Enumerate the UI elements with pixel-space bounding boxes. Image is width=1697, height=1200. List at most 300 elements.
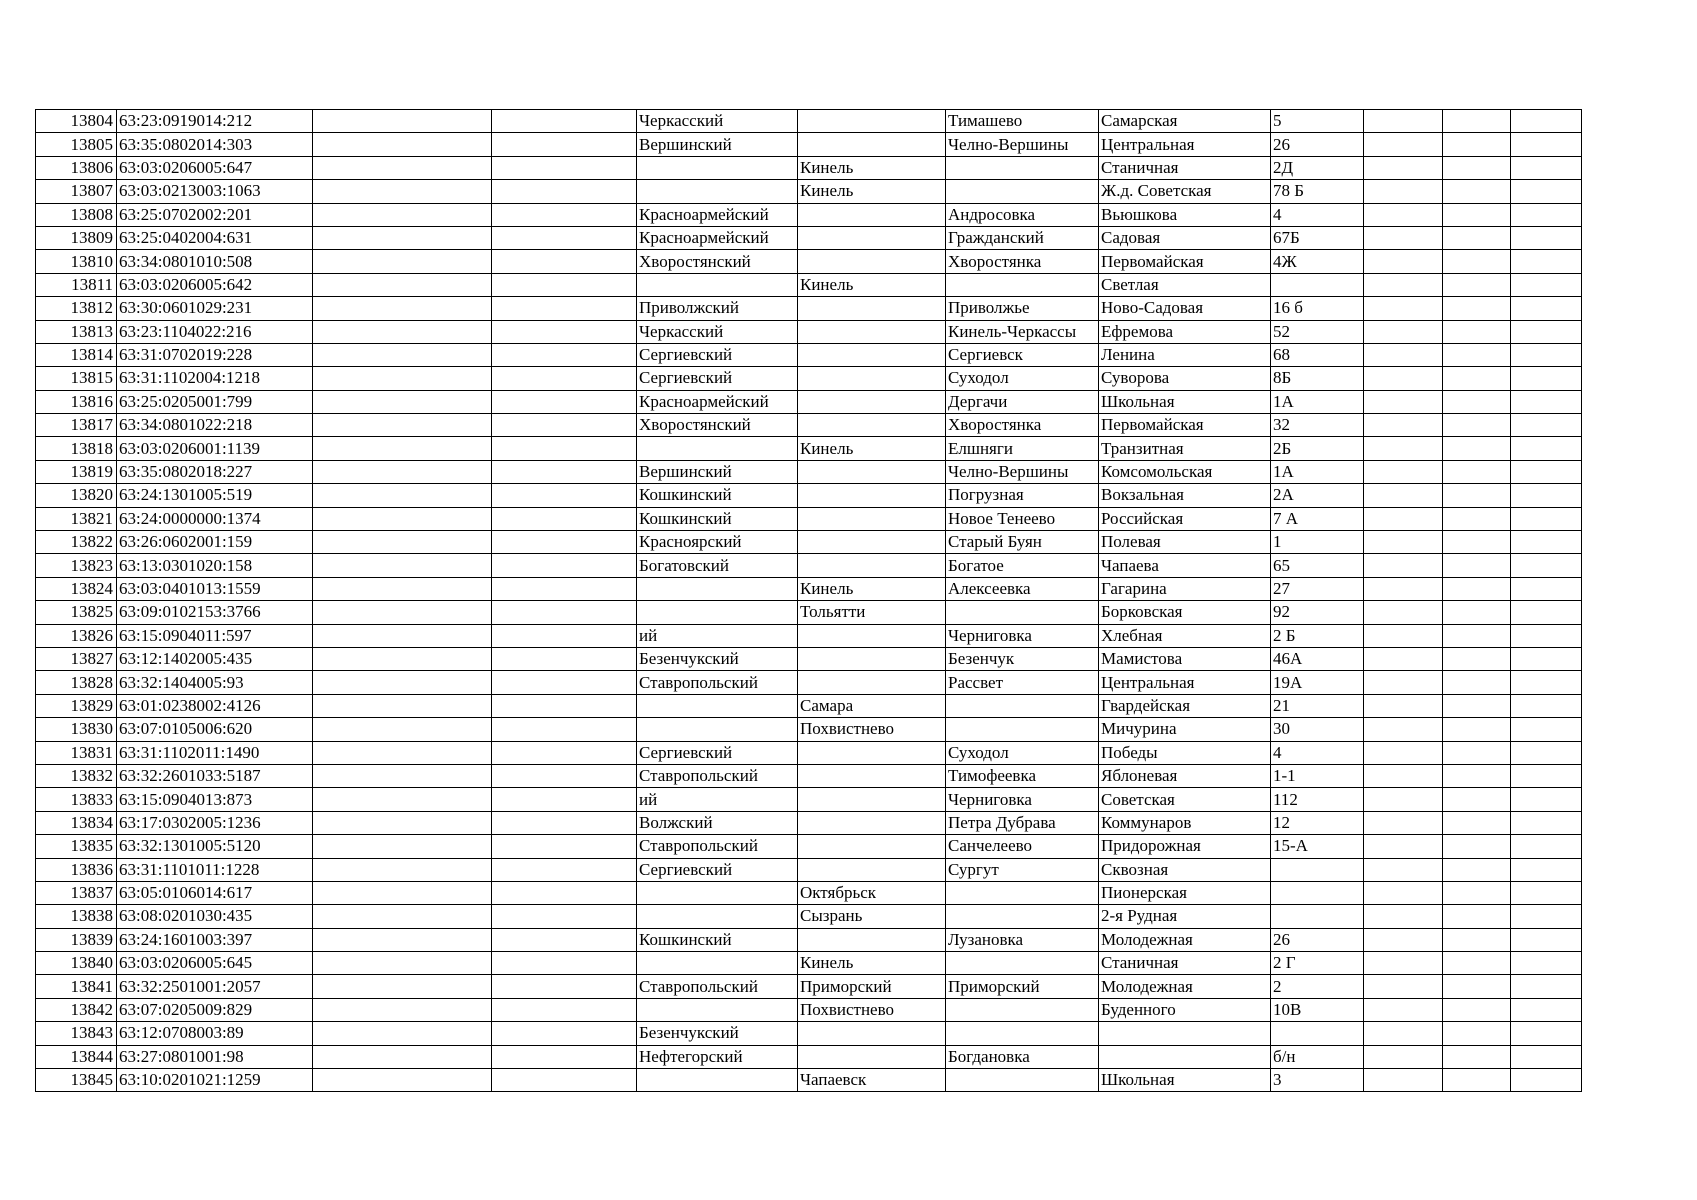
street-cell: Вокзальная bbox=[1099, 484, 1271, 507]
row-number-cell: 13824 bbox=[36, 577, 117, 600]
empty-cell bbox=[1443, 156, 1511, 179]
empty-cell bbox=[1364, 928, 1443, 951]
row-number-cell: 13812 bbox=[36, 297, 117, 320]
empty-cell bbox=[1511, 811, 1582, 834]
empty-cell bbox=[1364, 554, 1443, 577]
district-cell: Нефтегорский bbox=[637, 1045, 798, 1068]
street-cell: Пионерская bbox=[1099, 881, 1271, 904]
table-row bbox=[36, 390, 1582, 413]
cadastral-number-cell: 63:26:0602001:159 bbox=[117, 531, 313, 554]
empty-cell bbox=[1364, 671, 1443, 694]
table-row bbox=[36, 320, 1582, 343]
empty-cell bbox=[1364, 110, 1443, 133]
district-cell: Красноармейский bbox=[637, 203, 798, 226]
empty-cell bbox=[1364, 601, 1443, 624]
cadastral-number-cell: 63:32:2501001:2057 bbox=[117, 975, 313, 998]
empty-cell bbox=[1443, 273, 1511, 296]
empty-cell bbox=[492, 343, 637, 366]
district-cell: Сергиевский bbox=[637, 858, 798, 881]
empty-cell bbox=[492, 297, 637, 320]
settlement-cell: Тимофеевка bbox=[946, 764, 1099, 787]
row-number-cell: 13811 bbox=[36, 273, 117, 296]
table-row bbox=[36, 414, 1582, 437]
district-cell: Богатовский bbox=[637, 554, 798, 577]
empty-cell bbox=[1364, 297, 1443, 320]
cadastral-number-cell: 63:13:0301020:158 bbox=[117, 554, 313, 577]
empty-cell bbox=[492, 484, 637, 507]
settlement-cell: Безенчук bbox=[946, 647, 1099, 670]
cadastral-number-cell: 63:03:0206005:645 bbox=[117, 952, 313, 975]
settlement-cell: Сургут bbox=[946, 858, 1099, 881]
empty-cell bbox=[1364, 484, 1443, 507]
row-number-cell: 13817 bbox=[36, 414, 117, 437]
table-row bbox=[36, 156, 1582, 179]
empty-cell bbox=[1443, 484, 1511, 507]
settlement-cell: Погрузная bbox=[946, 484, 1099, 507]
empty-cell bbox=[313, 928, 492, 951]
street-cell: Сквозная bbox=[1099, 858, 1271, 881]
empty-cell bbox=[1511, 226, 1582, 249]
district-cell bbox=[637, 718, 798, 741]
empty-cell bbox=[1511, 320, 1582, 343]
house-number-cell: б/н bbox=[1271, 1045, 1364, 1068]
city-cell bbox=[798, 835, 946, 858]
row-number-cell: 13816 bbox=[36, 390, 117, 413]
cadastral-number-cell: 63:07:0205009:829 bbox=[117, 998, 313, 1021]
street-cell: Ж.д. Советская bbox=[1099, 180, 1271, 203]
empty-cell bbox=[1443, 881, 1511, 904]
cadastral-number-cell: 63:34:0801010:508 bbox=[117, 250, 313, 273]
empty-cell bbox=[313, 975, 492, 998]
row-number-cell: 13828 bbox=[36, 671, 117, 694]
house-number-cell: 52 bbox=[1271, 320, 1364, 343]
district-cell bbox=[637, 156, 798, 179]
street-cell bbox=[1099, 1022, 1271, 1045]
empty-cell bbox=[1443, 180, 1511, 203]
settlement-cell: Старый Буян bbox=[946, 531, 1099, 554]
house-number-cell: 65 bbox=[1271, 554, 1364, 577]
house-number-cell bbox=[1271, 1022, 1364, 1045]
empty-cell bbox=[1364, 226, 1443, 249]
city-cell bbox=[798, 624, 946, 647]
cadastral-number-cell: 63:17:0302005:1236 bbox=[117, 811, 313, 834]
city-cell bbox=[798, 203, 946, 226]
empty-cell bbox=[1364, 858, 1443, 881]
settlement-cell: Петра Дубрава bbox=[946, 811, 1099, 834]
empty-cell bbox=[313, 718, 492, 741]
house-number-cell bbox=[1271, 858, 1364, 881]
district-cell bbox=[637, 694, 798, 717]
empty-cell bbox=[1511, 156, 1582, 179]
empty-cell bbox=[492, 554, 637, 577]
city-cell: Кинель bbox=[798, 273, 946, 296]
table-row bbox=[36, 624, 1582, 647]
table-row bbox=[36, 367, 1582, 390]
street-cell: Мичурина bbox=[1099, 718, 1271, 741]
empty-cell bbox=[1364, 367, 1443, 390]
district-cell: Ставропольский bbox=[637, 764, 798, 787]
row-number-cell: 13839 bbox=[36, 928, 117, 951]
street-cell: Первомайская bbox=[1099, 250, 1271, 273]
empty-cell bbox=[1511, 460, 1582, 483]
empty-cell bbox=[492, 952, 637, 975]
cadastral-number-cell: 63:32:2601033:5187 bbox=[117, 764, 313, 787]
empty-cell bbox=[1511, 437, 1582, 460]
empty-cell bbox=[1511, 764, 1582, 787]
empty-cell bbox=[313, 952, 492, 975]
empty-cell bbox=[492, 881, 637, 904]
table-row bbox=[36, 133, 1582, 156]
table-row bbox=[36, 952, 1582, 975]
empty-cell bbox=[1364, 180, 1443, 203]
cadastral-number-cell: 63:05:0106014:617 bbox=[117, 881, 313, 904]
row-number-cell: 13830 bbox=[36, 718, 117, 741]
house-number-cell: 30 bbox=[1271, 718, 1364, 741]
empty-cell bbox=[492, 531, 637, 554]
empty-cell bbox=[492, 905, 637, 928]
house-number-cell: 68 bbox=[1271, 343, 1364, 366]
empty-cell bbox=[1511, 343, 1582, 366]
empty-cell bbox=[1511, 928, 1582, 951]
empty-cell bbox=[313, 601, 492, 624]
cadastral-number-cell: 63:24:0000000:1374 bbox=[117, 507, 313, 530]
empty-cell bbox=[492, 624, 637, 647]
table-row bbox=[36, 531, 1582, 554]
empty-cell bbox=[1443, 811, 1511, 834]
city-cell: Тольятти bbox=[798, 601, 946, 624]
row-number-cell: 13823 bbox=[36, 554, 117, 577]
city-cell bbox=[798, 1022, 946, 1045]
house-number-cell: 2 bbox=[1271, 975, 1364, 998]
house-number-cell: 2 Б bbox=[1271, 624, 1364, 647]
cadastral-number-cell: 63:15:0904013:873 bbox=[117, 788, 313, 811]
row-number-cell: 13841 bbox=[36, 975, 117, 998]
row-number-cell: 13809 bbox=[36, 226, 117, 249]
settlement-cell: Лузановка bbox=[946, 928, 1099, 951]
row-number-cell: 13818 bbox=[36, 437, 117, 460]
empty-cell bbox=[313, 881, 492, 904]
settlement-cell: Гражданский bbox=[946, 226, 1099, 249]
district-cell: Волжский bbox=[637, 811, 798, 834]
row-number-cell: 13842 bbox=[36, 998, 117, 1021]
table-row bbox=[36, 741, 1582, 764]
empty-cell bbox=[313, 858, 492, 881]
empty-cell bbox=[1443, 297, 1511, 320]
table-row bbox=[36, 975, 1582, 998]
district-cell bbox=[637, 1069, 798, 1092]
empty-cell bbox=[1443, 1045, 1511, 1068]
empty-cell bbox=[1511, 601, 1582, 624]
city-cell bbox=[798, 320, 946, 343]
district-cell: Вершинский bbox=[637, 460, 798, 483]
street-cell: Станичная bbox=[1099, 156, 1271, 179]
district-cell: Сергиевский bbox=[637, 367, 798, 390]
street-cell: Российская bbox=[1099, 507, 1271, 530]
city-cell: Кинель bbox=[798, 156, 946, 179]
street-cell: 2-я Рудная bbox=[1099, 905, 1271, 928]
settlement-cell bbox=[946, 881, 1099, 904]
empty-cell bbox=[1511, 133, 1582, 156]
city-cell bbox=[798, 367, 946, 390]
empty-cell bbox=[313, 156, 492, 179]
empty-cell bbox=[492, 694, 637, 717]
city-cell bbox=[798, 343, 946, 366]
row-number-cell: 13806 bbox=[36, 156, 117, 179]
house-number-cell: 12 bbox=[1271, 811, 1364, 834]
empty-cell bbox=[1511, 881, 1582, 904]
empty-cell bbox=[492, 998, 637, 1021]
table-row bbox=[36, 718, 1582, 741]
row-number-cell: 13831 bbox=[36, 741, 117, 764]
empty-cell bbox=[313, 110, 492, 133]
city-cell bbox=[798, 390, 946, 413]
empty-cell bbox=[313, 531, 492, 554]
empty-cell bbox=[313, 133, 492, 156]
district-cell bbox=[637, 905, 798, 928]
cadastral-number-cell: 63:34:0801022:218 bbox=[117, 414, 313, 437]
street-cell: Чапаева bbox=[1099, 554, 1271, 577]
table-row bbox=[36, 250, 1582, 273]
house-number-cell: 8Б bbox=[1271, 367, 1364, 390]
street-cell: Центральная bbox=[1099, 133, 1271, 156]
table-row bbox=[36, 1022, 1582, 1045]
city-cell bbox=[798, 554, 946, 577]
empty-cell bbox=[1511, 624, 1582, 647]
city-cell bbox=[798, 928, 946, 951]
street-cell: Школьная bbox=[1099, 390, 1271, 413]
empty-cell bbox=[492, 156, 637, 179]
settlement-cell: Санчелеево bbox=[946, 835, 1099, 858]
street-cell: Придорожная bbox=[1099, 835, 1271, 858]
empty-cell bbox=[1364, 250, 1443, 273]
empty-cell bbox=[313, 180, 492, 203]
empty-cell bbox=[1511, 273, 1582, 296]
empty-cell bbox=[1511, 647, 1582, 670]
table-body bbox=[36, 110, 1582, 1092]
empty-cell bbox=[313, 835, 492, 858]
empty-cell bbox=[1511, 788, 1582, 811]
house-number-cell: 112 bbox=[1271, 788, 1364, 811]
street-cell: Борковская bbox=[1099, 601, 1271, 624]
street-cell: Самарская bbox=[1099, 110, 1271, 133]
empty-cell bbox=[1511, 203, 1582, 226]
empty-cell bbox=[1511, 741, 1582, 764]
table-row bbox=[36, 998, 1582, 1021]
empty-cell bbox=[1364, 764, 1443, 787]
empty-cell bbox=[1364, 1022, 1443, 1045]
settlement-cell: Суходол bbox=[946, 741, 1099, 764]
city-cell bbox=[798, 671, 946, 694]
table-row bbox=[36, 226, 1582, 249]
house-number-cell: 19А bbox=[1271, 671, 1364, 694]
empty-cell bbox=[1443, 1022, 1511, 1045]
empty-cell bbox=[1511, 367, 1582, 390]
empty-cell bbox=[313, 1022, 492, 1045]
settlement-cell: Хворостянка bbox=[946, 250, 1099, 273]
table-row bbox=[36, 928, 1582, 951]
street-cell: Первомайская bbox=[1099, 414, 1271, 437]
cadastral-number-cell: 63:07:0105006:620 bbox=[117, 718, 313, 741]
settlement-cell: Сергиевск bbox=[946, 343, 1099, 366]
district-cell bbox=[637, 998, 798, 1021]
house-number-cell: 67Б bbox=[1271, 226, 1364, 249]
row-number-cell: 13819 bbox=[36, 460, 117, 483]
empty-cell bbox=[1364, 203, 1443, 226]
city-cell bbox=[798, 484, 946, 507]
house-number-cell: 1А bbox=[1271, 460, 1364, 483]
house-number-cell: 92 bbox=[1271, 601, 1364, 624]
cadastral-number-cell: 63:25:0702002:201 bbox=[117, 203, 313, 226]
district-cell: Черкасский bbox=[637, 320, 798, 343]
row-number-cell: 13813 bbox=[36, 320, 117, 343]
row-number-cell: 13843 bbox=[36, 1022, 117, 1045]
empty-cell bbox=[1364, 998, 1443, 1021]
settlement-cell: Суходол bbox=[946, 367, 1099, 390]
cadastral-number-cell: 63:35:0802018:227 bbox=[117, 460, 313, 483]
settlement-cell bbox=[946, 1069, 1099, 1092]
district-cell: Сергиевский bbox=[637, 741, 798, 764]
row-number-cell: 13822 bbox=[36, 531, 117, 554]
empty-cell bbox=[1364, 414, 1443, 437]
row-number-cell: 13820 bbox=[36, 484, 117, 507]
empty-cell bbox=[313, 367, 492, 390]
empty-cell bbox=[1511, 998, 1582, 1021]
house-number-cell: 1А bbox=[1271, 390, 1364, 413]
empty-cell bbox=[1443, 343, 1511, 366]
empty-cell bbox=[1443, 320, 1511, 343]
empty-cell bbox=[1443, 647, 1511, 670]
empty-cell bbox=[1443, 671, 1511, 694]
empty-cell bbox=[492, 858, 637, 881]
empty-cell bbox=[1443, 414, 1511, 437]
row-number-cell: 13835 bbox=[36, 835, 117, 858]
table-row bbox=[36, 881, 1582, 904]
house-number-cell: 26 bbox=[1271, 928, 1364, 951]
table-row bbox=[36, 460, 1582, 483]
empty-cell bbox=[492, 390, 637, 413]
empty-cell bbox=[1443, 226, 1511, 249]
street-cell: Светлая bbox=[1099, 273, 1271, 296]
empty-cell bbox=[1511, 858, 1582, 881]
house-number-cell: 21 bbox=[1271, 694, 1364, 717]
empty-cell bbox=[1364, 390, 1443, 413]
district-cell: Хворостянский bbox=[637, 414, 798, 437]
empty-cell bbox=[492, 1045, 637, 1068]
district-cell: Кошкинский bbox=[637, 484, 798, 507]
row-number-cell: 13832 bbox=[36, 764, 117, 787]
table-row bbox=[36, 507, 1582, 530]
empty-cell bbox=[1443, 952, 1511, 975]
settlement-cell bbox=[946, 1022, 1099, 1045]
empty-cell bbox=[492, 367, 637, 390]
empty-cell bbox=[1511, 694, 1582, 717]
empty-cell bbox=[1443, 905, 1511, 928]
empty-cell bbox=[1364, 905, 1443, 928]
empty-cell bbox=[492, 180, 637, 203]
empty-cell bbox=[313, 1045, 492, 1068]
cadastral-number-cell: 63:24:1601003:397 bbox=[117, 928, 313, 951]
empty-cell bbox=[1511, 180, 1582, 203]
cadastral-number-cell: 63:35:0802014:303 bbox=[117, 133, 313, 156]
empty-cell bbox=[313, 811, 492, 834]
street-cell: Полевая bbox=[1099, 531, 1271, 554]
empty-cell bbox=[1364, 133, 1443, 156]
street-cell: Коммунаров bbox=[1099, 811, 1271, 834]
empty-cell bbox=[1511, 484, 1582, 507]
empty-cell bbox=[1443, 975, 1511, 998]
district-cell: Кошкинский bbox=[637, 507, 798, 530]
street-cell: Комсомольская bbox=[1099, 460, 1271, 483]
settlement-cell: Богатое bbox=[946, 554, 1099, 577]
settlement-cell bbox=[946, 156, 1099, 179]
empty-cell bbox=[1443, 694, 1511, 717]
empty-cell bbox=[1511, 531, 1582, 554]
empty-cell bbox=[1511, 952, 1582, 975]
cadastral-number-cell: 63:31:1102011:1490 bbox=[117, 741, 313, 764]
empty-cell bbox=[492, 414, 637, 437]
street-cell: Вьюшкова bbox=[1099, 203, 1271, 226]
city-cell: Похвистнево bbox=[798, 718, 946, 741]
empty-cell bbox=[1364, 531, 1443, 554]
house-number-cell: 15-А bbox=[1271, 835, 1364, 858]
street-cell: Молодежная bbox=[1099, 928, 1271, 951]
table-row bbox=[36, 764, 1582, 787]
city-cell bbox=[798, 226, 946, 249]
empty-cell bbox=[492, 647, 637, 670]
empty-cell bbox=[492, 507, 637, 530]
district-cell: ий bbox=[637, 788, 798, 811]
settlement-cell: Черниговка bbox=[946, 788, 1099, 811]
cadastral-number-cell: 63:31:1101011:1228 bbox=[117, 858, 313, 881]
row-number-cell: 13825 bbox=[36, 601, 117, 624]
empty-cell bbox=[1443, 718, 1511, 741]
empty-cell bbox=[492, 764, 637, 787]
empty-cell bbox=[1364, 1069, 1443, 1092]
empty-cell bbox=[1511, 577, 1582, 600]
settlement-cell: Алексеевка bbox=[946, 577, 1099, 600]
street-cell: Ново-Садовая bbox=[1099, 297, 1271, 320]
settlement-cell: Черниговка bbox=[946, 624, 1099, 647]
row-number-cell: 13845 bbox=[36, 1069, 117, 1092]
row-number-cell: 13805 bbox=[36, 133, 117, 156]
empty-cell bbox=[313, 484, 492, 507]
house-number-cell: 4 bbox=[1271, 203, 1364, 226]
empty-cell bbox=[1443, 437, 1511, 460]
cadastral-number-cell: 63:23:1104022:216 bbox=[117, 320, 313, 343]
empty-cell bbox=[1364, 320, 1443, 343]
table-row bbox=[36, 577, 1582, 600]
district-cell bbox=[637, 273, 798, 296]
city-cell bbox=[798, 858, 946, 881]
cadastral-number-cell: 63:30:0601029:231 bbox=[117, 297, 313, 320]
cadastral-number-cell: 63:31:1102004:1218 bbox=[117, 367, 313, 390]
empty-cell bbox=[492, 133, 637, 156]
city-cell: Октябрьск bbox=[798, 881, 946, 904]
empty-cell bbox=[492, 928, 637, 951]
table-row bbox=[36, 905, 1582, 928]
house-number-cell: 10В bbox=[1271, 998, 1364, 1021]
empty-cell bbox=[492, 975, 637, 998]
row-number-cell: 13808 bbox=[36, 203, 117, 226]
table-row bbox=[36, 297, 1582, 320]
empty-cell bbox=[492, 671, 637, 694]
table-row bbox=[36, 484, 1582, 507]
table-row bbox=[36, 1069, 1582, 1092]
city-cell bbox=[798, 507, 946, 530]
empty-cell bbox=[1443, 554, 1511, 577]
empty-cell bbox=[492, 811, 637, 834]
city-cell: Самара bbox=[798, 694, 946, 717]
